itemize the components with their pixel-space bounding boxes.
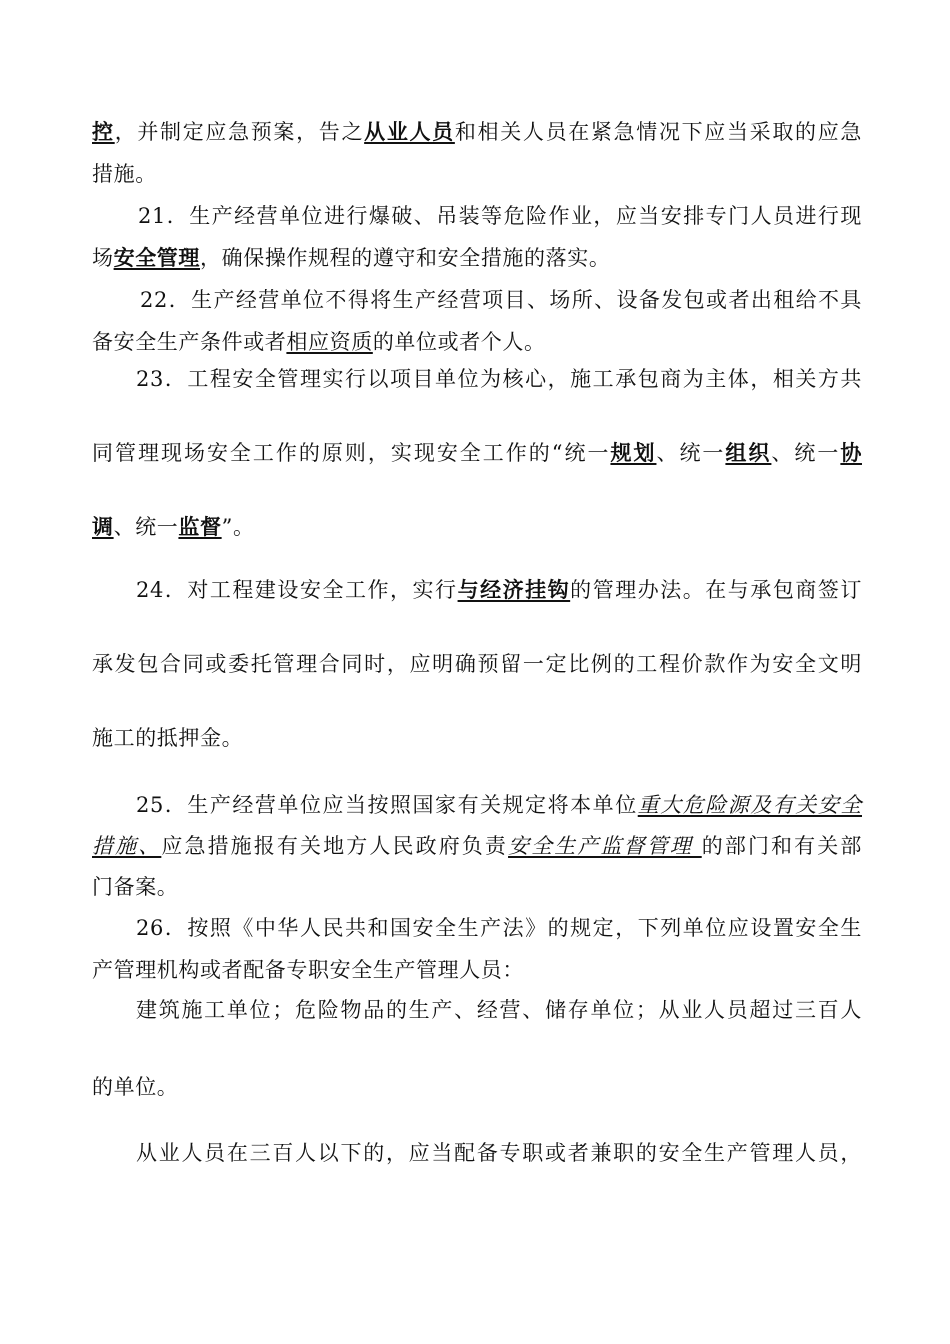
- text-run: ，确保操作规程的遵守和安全措施的落实。: [200, 246, 611, 270]
- text-run: 、统一: [656, 441, 726, 465]
- text-line: [136, 790, 862, 820]
- text-line: [92, 327, 862, 357]
- text-run: 建筑施工单位；危险物品的生产、经营、储存单位；从业人员超过三百人: [136, 998, 862, 1022]
- text-run: 应急措施报有关地方人民政府负责: [161, 834, 509, 858]
- emphasized-text: 与经济挂钩: [457, 577, 571, 602]
- emphasized-text: 协: [840, 440, 862, 465]
- text-run: 的单位。: [92, 1075, 179, 1099]
- emphasized-text: 措施、: [92, 834, 162, 858]
- text-run: 场: [92, 246, 114, 270]
- emphasized-text: 控: [92, 119, 115, 144]
- text-run: 22．生产经营单位不得将生产经营项目、场所、设备发包或者出租给不具: [140, 288, 862, 312]
- text-run: 23．工程安全管理实行以项目单位为核心，施工承包商为主体，相关方共: [136, 367, 862, 391]
- text-line: [136, 575, 862, 605]
- text-line: [92, 438, 862, 468]
- text-run: 的部门和有关部: [701, 834, 862, 858]
- text-line: [92, 243, 862, 273]
- text-line: [140, 285, 862, 315]
- text-run: 和相关人员在紧急情况下应当采取的应急: [454, 120, 862, 144]
- text-line: [136, 364, 862, 394]
- text-line: [92, 872, 862, 902]
- text-line: [92, 512, 862, 542]
- text-run: 的单位或者个人。: [372, 330, 546, 354]
- text-line: [136, 995, 862, 1025]
- text-line: [136, 1138, 862, 1168]
- emphasized-text: 组织: [725, 440, 772, 465]
- text-line: [92, 831, 862, 861]
- text-line: [136, 913, 862, 943]
- emphasized-text: 监督: [178, 514, 222, 539]
- text-run: 21．生产经营单位进行爆破、吊装等危险作业，应当安排专门人员进行现: [138, 204, 862, 228]
- emphasized-text: 安全生产监督管理: [508, 834, 702, 858]
- text-line: [92, 723, 862, 753]
- text-run: ”。: [221, 515, 255, 539]
- text-run: 从业人员在三百人以下的，应当配备专职或者兼职的安全生产管理人员，: [136, 1141, 862, 1165]
- text-run: 、统一: [771, 441, 841, 465]
- text-run: 承发包合同或委托管理合同时，应明确预留一定比例的工程价款作为安全文明: [92, 652, 862, 676]
- text-run: 、统一: [113, 515, 179, 539]
- text-run: 24．对工程建设安全工作，实行: [136, 578, 458, 602]
- text-run: 26．按照《中华人民共和国安全生产法》的规定，下列单位应设置安全生: [136, 916, 862, 940]
- emphasized-text: 相应资质: [286, 330, 373, 354]
- text-line: [138, 201, 862, 231]
- emphasized-text: 从业人员: [364, 119, 455, 144]
- emphasized-text: 重大危险源及有关安全: [637, 793, 862, 817]
- emphasized-text: 调: [92, 514, 114, 539]
- text-run: 25．生产经营单位应当按照国家有关规定将本单位: [136, 793, 638, 817]
- text-line: [92, 955, 862, 985]
- emphasized-text: 安全管理: [113, 245, 201, 270]
- text-line: [92, 159, 862, 189]
- text-run: 备安全生产条件或者: [92, 330, 287, 354]
- text-run: 同管理现场安全工作的原则，实现安全工作的“统一: [92, 441, 611, 465]
- text-run: 门备案。: [92, 875, 179, 899]
- text-run: 施工的抵押金。: [92, 726, 244, 750]
- emphasized-text: 规划: [610, 440, 657, 465]
- text-run: 产管理机构或者配备专职安全生产管理人员：: [92, 958, 524, 982]
- text-run: 措施。: [92, 162, 157, 186]
- text-run: 的管理办法。在与承包商签订: [570, 578, 862, 602]
- text-line: [92, 1072, 862, 1102]
- text-line: [92, 649, 862, 679]
- text-run: ，并制定应急预案，告之: [114, 120, 365, 144]
- text-line: [92, 117, 862, 147]
